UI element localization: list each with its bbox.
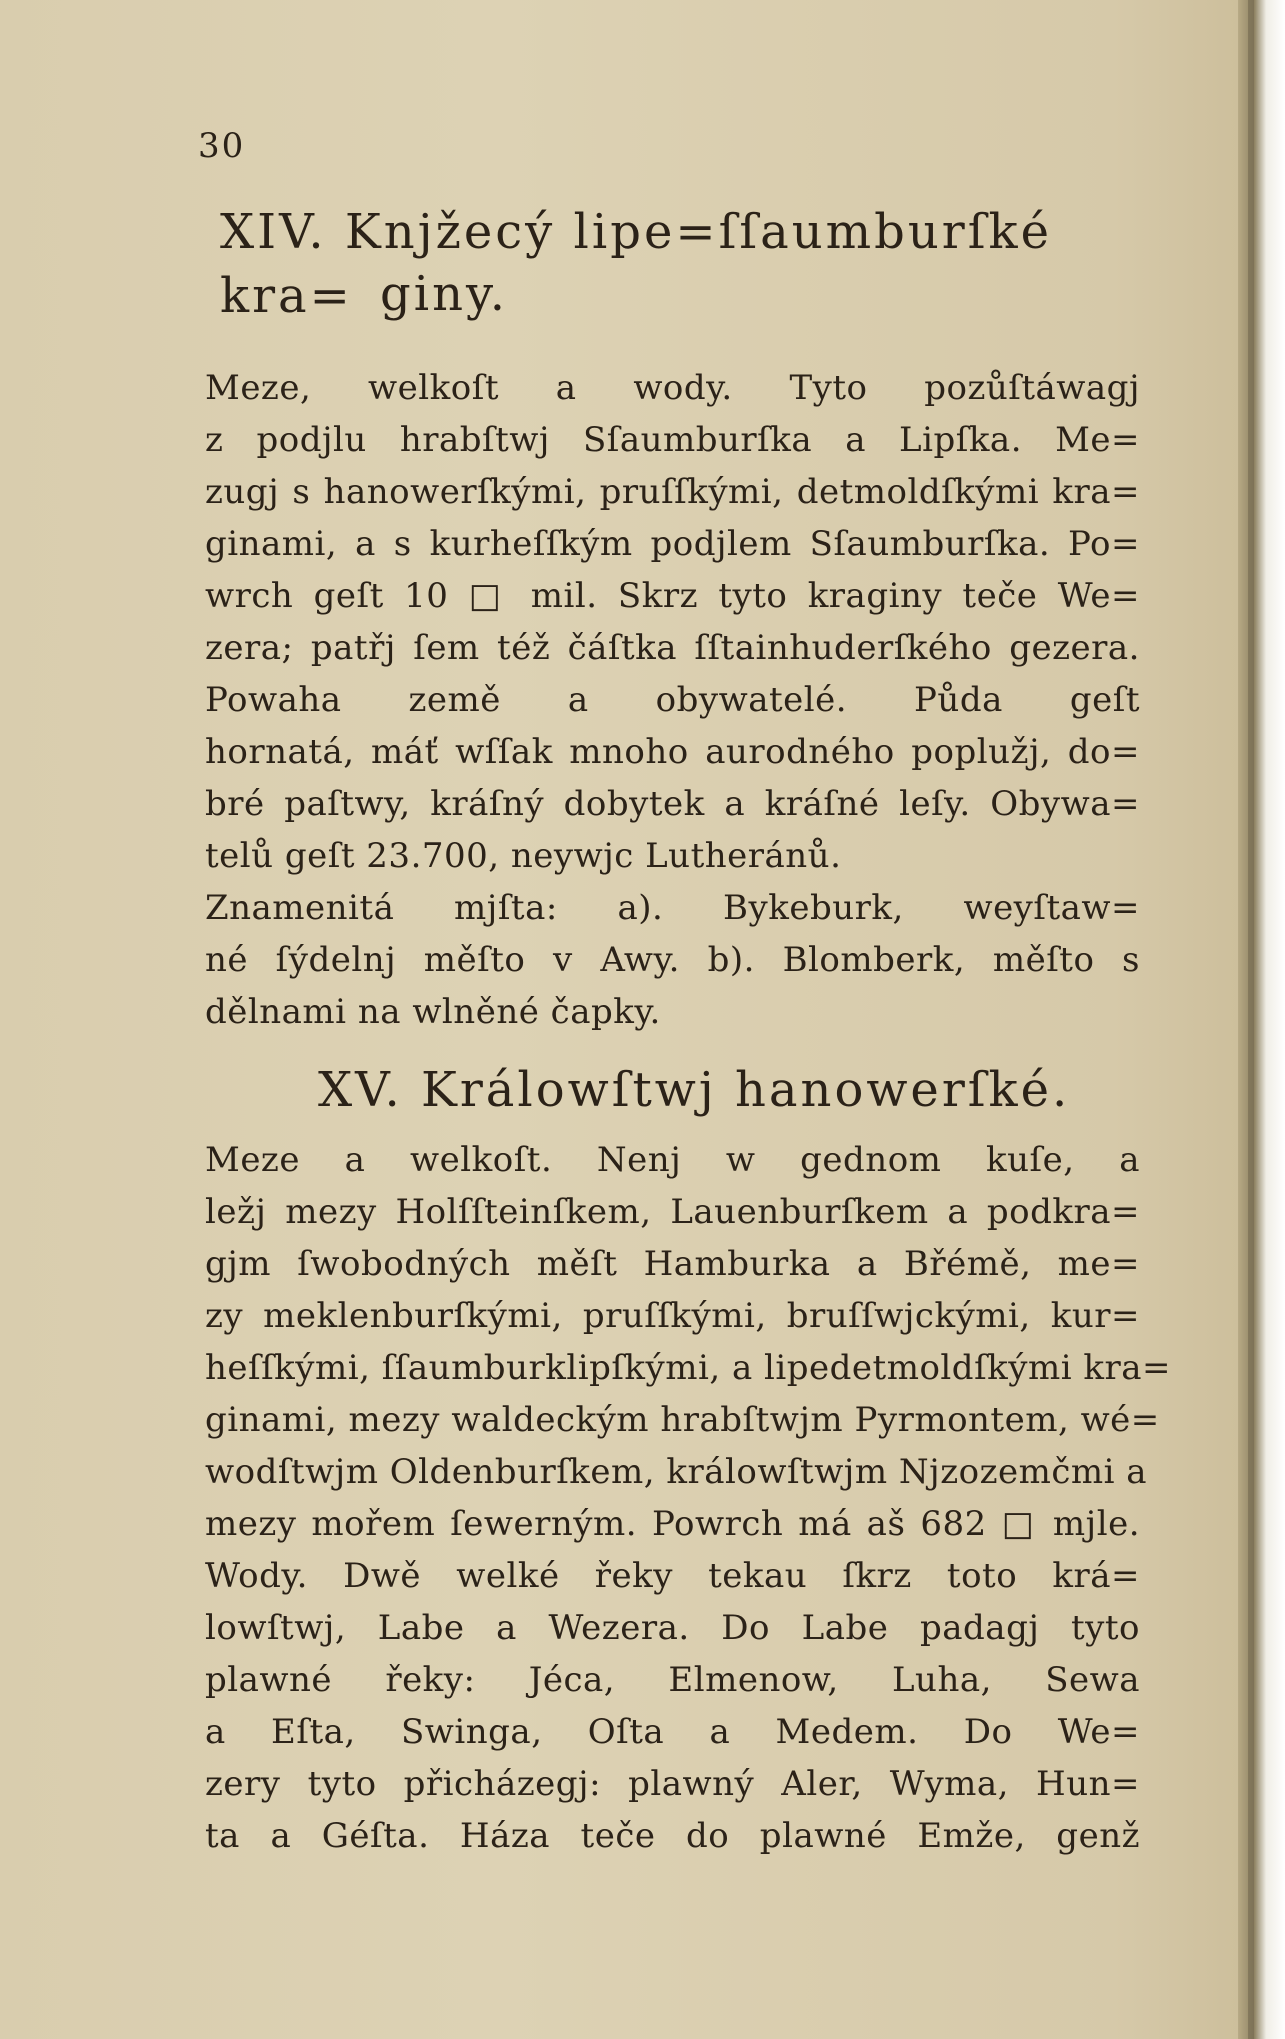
text-line: ležj mezy Holſſteinſkem, Lauenburſkem a podkra=	[205, 1192, 1140, 1232]
text-line: gjm ſwobodných měſt Hamburka a Břémě, me=	[205, 1244, 1140, 1284]
text-line: ginami, a s kurheſſkým podjlem Sſaumburſka. Po=	[205, 524, 1140, 564]
text-line: Meze a welkoſt. Nenj w gednom kuſe, a	[205, 1140, 1140, 1180]
text-line: ta a Géſta. Háza teče do plawné Emže, genž	[205, 1816, 1140, 1856]
text-line: né ſýdelnj měſto v Awy. b). Blomberk, měſto s	[205, 940, 1140, 980]
page-gutter	[1238, 0, 1285, 2039]
text-line: Powaha země a obywatelé. Půda geſt	[205, 680, 1140, 720]
text-line: lowſtwj, Labe a Wezera. Do Labe padagj tyto	[205, 1608, 1140, 1648]
text-line: hornatá, máť wſſak mnoho aurodného poplužj, do=	[205, 732, 1140, 772]
text-line: telů geſt 23.700, neywjc Lutheránů.	[205, 836, 842, 876]
text-line: wrch geſt 10 □ mil. Skrz tyto kraginy teče We=	[205, 576, 1140, 616]
text-line: plawné řeky: Jéca, Elmenow, Luha, Sewa	[205, 1660, 1140, 1700]
text-line: zy meklenburſkými, pruſſkými, bruſſwjckými, kur=	[205, 1296, 1140, 1336]
text-line: zugj s hanowerſkými, pruſſkými, detmoldſkými kra=	[205, 472, 1140, 512]
text-line: wodſtwjm Oldenburſkem, králowſtwjm Njzozemčmi a	[205, 1452, 1148, 1492]
text-line: zera; patřj ſem též čáſtka ſſtainhuderſkého gezera.	[205, 628, 1140, 668]
text-line: zery tyto přicházegj: plawný Aler, Wyma, Hun=	[205, 1764, 1140, 1804]
text-line: z podjlu hrabſtwj Sſaumburſka a Lipſka. Me=	[205, 420, 1140, 460]
text-line: mezy mořem ſewerným. Powrch má aš 682 □ mjle.	[205, 1504, 1140, 1544]
section-14-heading-line2: giny.	[380, 266, 508, 322]
text-line: Znamenitá mjſta: a). Bykeburk, weyſtaw=	[205, 888, 1140, 928]
text-line: dělnami na wlněné čapky.	[205, 992, 661, 1032]
binding-edge	[1248, 0, 1254, 2039]
text-line: bré paſtwy, kráſný dobytek a kráſné leſy. Obywa=	[205, 784, 1140, 824]
section-15-heading: XV. Králowſtwj hanowerſké.	[318, 1062, 1071, 1118]
text-line: Wody. Dwě welké řeky tekau ſkrz toto krá=	[205, 1556, 1140, 1596]
page-number: 30	[198, 126, 246, 166]
text-line: ginami, mezy waldeckým hrabſtwjm Pyrmontem, wé=	[205, 1400, 1160, 1440]
text-line: heſſkými, ſſaumburklipſkými, a lipedetmoldſkými kra=	[205, 1348, 1171, 1388]
section-14-heading-line1: XIV. Knjžecý lipe=ſſaumburſké kra=	[220, 204, 1053, 324]
text-line: a Eſta, Swinga, Oſta a Medem. Do We=	[205, 1712, 1140, 1752]
text-line: Meze, welkoſt a wody. Tyto pozůſtáwagj	[205, 368, 1140, 408]
